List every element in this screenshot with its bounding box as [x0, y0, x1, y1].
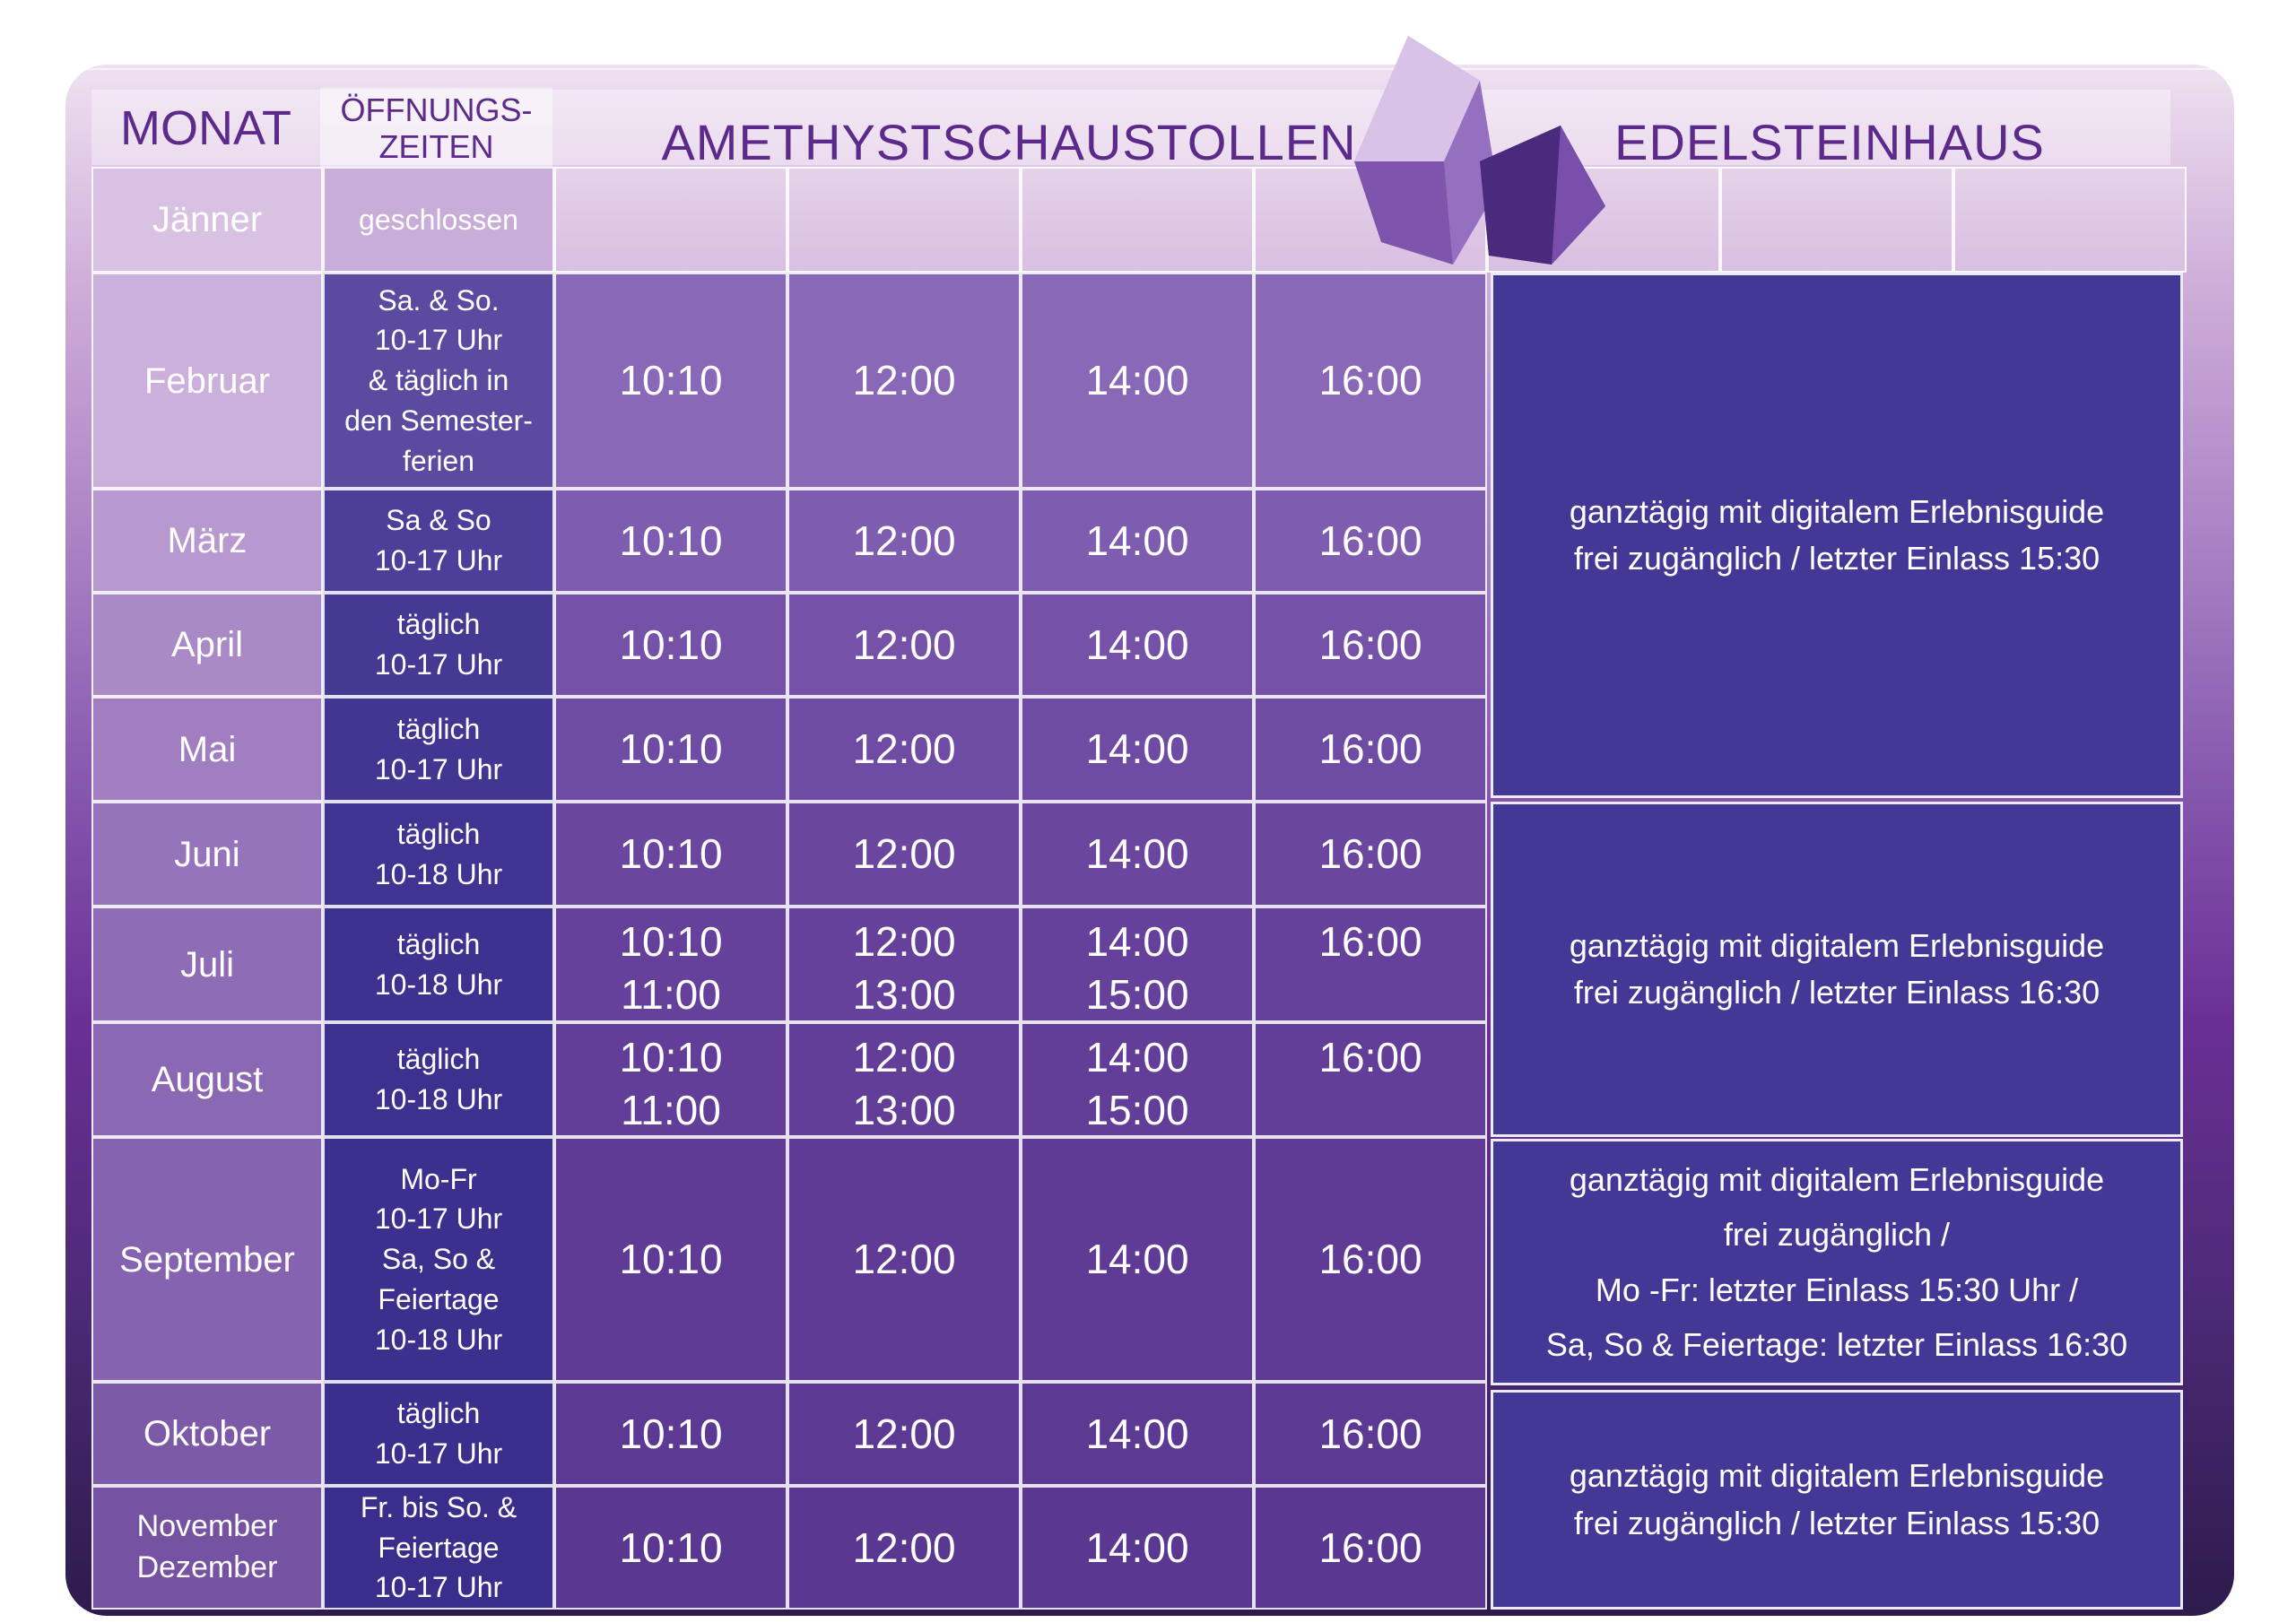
tour-time-cell [787, 802, 1021, 907]
tour-time-cell [1254, 1486, 1487, 1610]
tour-time-cell [1254, 1137, 1487, 1382]
tour-time-cell [1021, 1486, 1254, 1610]
month-cell [91, 1382, 323, 1486]
month-label: April [170, 625, 244, 664]
opening-hours-cell [323, 907, 554, 1022]
tour-time: 16:00 [1318, 830, 1422, 878]
tour-time-cell [787, 1137, 1021, 1382]
tour-time: 12:00 [852, 725, 956, 773]
tour-time-cell [787, 1022, 1021, 1137]
tour-time: 16:00 [1318, 1523, 1422, 1571]
opening-hours-cell [323, 1486, 554, 1610]
month-cell [91, 489, 323, 593]
month-label: Oktober [143, 1414, 272, 1454]
opening-hours-line: täglich [396, 608, 481, 641]
tour-time-cell [1021, 273, 1254, 489]
header-opening-hours [320, 88, 552, 169]
opening-hours-cell [323, 489, 554, 593]
tour-time-cell [554, 489, 787, 593]
tour-time-cell [787, 167, 1021, 273]
tour-time-cell [1254, 1382, 1487, 1486]
opening-hours-line: täglich [396, 712, 481, 745]
month-label: Juli [179, 944, 235, 985]
tour-time: 14:00 [1085, 725, 1189, 773]
tour-time-cell [554, 697, 787, 802]
opening-hours-cell [323, 697, 554, 802]
tour-time-cell [1021, 167, 1254, 273]
tour-time: 10:10 [619, 918, 723, 965]
opening-hours-line: 10-17 Uhr [374, 324, 503, 357]
month-label: Juni [174, 834, 240, 874]
opening-hours-line: Sa, So & [381, 1243, 496, 1276]
tour-time: 11:00 [621, 1086, 721, 1133]
tour-time-cell [1021, 1022, 1254, 1137]
tour-time: 10:10 [619, 516, 723, 564]
tour-time-cell [1254, 593, 1487, 697]
opening-hours-line: täglich [396, 1043, 481, 1076]
tour-time: 14:00 [1085, 1236, 1189, 1283]
month-cell [91, 273, 323, 489]
opening-hours-line: 10-18 Uhr [374, 968, 503, 1001]
header-month: MONAT [120, 101, 291, 155]
tour-time-cell [554, 167, 787, 273]
tour-time: 16:00 [1318, 1236, 1422, 1283]
tour-time: 16:00 [1318, 725, 1422, 773]
tour-time-cell [1254, 1022, 1487, 1137]
tour-time-cell [554, 1382, 787, 1486]
tour-time-cell [1021, 907, 1254, 1022]
opening-hours-line: geschlossen [359, 203, 518, 236]
tour-time-cell [554, 593, 787, 697]
header-hours-line2: ZEITEN [378, 128, 494, 165]
tour-time: 10:10 [619, 1410, 723, 1457]
tour-time-cell [787, 697, 1021, 802]
house-empty-cell [1720, 167, 1953, 273]
opening-hours-line: 10-17 Uhr [374, 1202, 503, 1236]
tour-time: 12:00 [852, 1410, 956, 1457]
opening-hours-line: 10-18 Uhr [374, 1323, 503, 1356]
month-label: März [167, 521, 248, 560]
header-hours-line1: ÖFFNUNGS- [340, 91, 533, 128]
opening-hours-line: den Semester- [344, 404, 533, 437]
tour-time-cell [787, 907, 1021, 1022]
tour-time: 10:10 [619, 1236, 723, 1283]
tour-time: 12:00 [852, 621, 956, 668]
tour-time: 14:00 [1085, 357, 1189, 404]
opening-hours-line: Sa & So [386, 504, 491, 537]
tour-time: 13:00 [852, 970, 956, 1018]
gem-house-info-box [1491, 1139, 2183, 1385]
opening-hours-line: 10-17 Uhr [374, 648, 503, 681]
tour-time: 10:10 [619, 357, 723, 404]
opening-hours-line: Sa. & So. [378, 283, 500, 317]
tour-time-cell [554, 907, 787, 1022]
gem-house-info-text: ganztägig mit digitalem Erlebnisguide frei zugänglich / letzter Einlass 15:30 [1569, 1457, 2105, 1541]
panel-top-line [72, 68, 2233, 70]
month-cell [91, 1486, 323, 1610]
month-cell [91, 593, 323, 697]
month-label: August [151, 1060, 264, 1099]
opening-hours-line: täglich [396, 927, 481, 960]
tour-time-cell [787, 489, 1021, 593]
gem-house-info-box [1491, 802, 2183, 1137]
tour-time: 15:00 [1085, 970, 1189, 1018]
opening-hours-cell [323, 1137, 554, 1382]
tour-time-cell [1021, 593, 1254, 697]
tour-time: 16:00 [1318, 1410, 1422, 1457]
tour-time: 12:00 [852, 1034, 956, 1081]
tour-time-cell [1021, 697, 1254, 802]
opening-hours-line: Feiertage [378, 1282, 500, 1315]
month-cell [91, 907, 323, 1022]
month-cell [91, 1022, 323, 1137]
tour-time: 16:00 [1318, 357, 1422, 404]
tour-time: 16:00 [1318, 516, 1422, 564]
month-label: Mai [178, 729, 237, 769]
tour-time-cell [1021, 1137, 1254, 1382]
month-label: Jänner [152, 200, 263, 239]
tour-time: 14:00 [1085, 830, 1189, 878]
tour-time: 12:00 [852, 1236, 956, 1283]
tour-time: 10:10 [619, 1523, 723, 1571]
tour-time-cell [554, 273, 787, 489]
header-amethyst-tunnel: AMETHYSTSCHAUSTOLLEN [661, 113, 1357, 170]
tour-time: 14:00 [1085, 516, 1189, 564]
tour-time-cell [554, 802, 787, 907]
tour-time: 10:10 [619, 1034, 723, 1081]
tour-time-cell [1021, 1382, 1254, 1486]
opening-hours-line: 10-17 Uhr [374, 1437, 503, 1470]
header-gem-house: EDELSTEINHAUS [1614, 113, 2045, 170]
tour-time: 16:00 [1318, 1034, 1422, 1081]
tour-time-cell [787, 593, 1021, 697]
tour-time: 12:00 [852, 918, 956, 965]
tour-time: 16:00 [1318, 621, 1422, 668]
month-cell [91, 167, 323, 273]
month-cell [91, 697, 323, 802]
month-cell [91, 802, 323, 907]
tour-time-cell [1254, 907, 1487, 1022]
gem-house-info-text: ganztägig mit digitalem Erlebnisguide frei zugänglich / letzter Einlass 16:30 [1569, 926, 2105, 1011]
tour-time: 16:00 [1318, 918, 1422, 965]
opening-hours-cell [323, 167, 554, 273]
tour-time-cell [554, 1022, 787, 1137]
month-label: November [136, 1509, 278, 1544]
gem-house-info-box [1491, 273, 2183, 798]
opening-hours-cell [323, 1382, 554, 1486]
tour-time: 12:00 [852, 516, 956, 564]
opening-hours-cell [323, 593, 554, 697]
tour-time: 10:10 [619, 725, 723, 773]
opening-hours-line: 10-18 Uhr [374, 1083, 503, 1115]
opening-hours-line: 10-17 Uhr [374, 544, 503, 577]
tour-time: 15:00 [1085, 1086, 1189, 1133]
tour-time: 12:00 [852, 1523, 956, 1571]
opening-hours-line: Feiertage [378, 1531, 500, 1564]
opening-hours-line: täglich [396, 1397, 481, 1430]
tour-time: 14:00 [1085, 1034, 1189, 1081]
tour-time-cell [1254, 489, 1487, 593]
tour-time-cell [787, 273, 1021, 489]
gem-house-info-text: ganztägig mit digitalem Erlebnisguide frei zugänglich / letzter Einlass 15:30 [1569, 492, 2105, 577]
month-label: September [119, 1239, 295, 1280]
opening-hours-line: & täglich in [368, 364, 509, 397]
tour-time: 12:00 [852, 357, 956, 404]
tour-time: 11:00 [621, 970, 721, 1018]
tour-time: 14:00 [1085, 1410, 1189, 1457]
tour-time-cell [1021, 802, 1254, 907]
tour-time: 14:00 [1085, 1523, 1189, 1571]
tour-time-cell [554, 1486, 787, 1610]
tour-time: 13:00 [852, 1086, 956, 1133]
opening-hours-cell [323, 1022, 554, 1137]
tour-time: 12:00 [852, 830, 956, 878]
opening-hours-line: 10-17 Uhr [374, 752, 503, 785]
tour-time-cell [787, 1486, 1021, 1610]
opening-hours-line: 10-18 Uhr [374, 857, 503, 890]
month-label: Dezember [136, 1550, 278, 1584]
month-cell [91, 1137, 323, 1382]
tour-time-cell [787, 1382, 1021, 1486]
tour-time-cell [554, 1137, 787, 1382]
tour-time: 14:00 [1085, 918, 1189, 965]
tour-time: 10:10 [619, 621, 723, 668]
opening-hours-line: ferien [402, 444, 475, 477]
house-empty-cell [1953, 167, 2187, 273]
opening-hours-line: täglich [396, 817, 481, 850]
tour-time: 14:00 [1085, 621, 1189, 668]
amethyst-crystal-icon [1345, 27, 1614, 269]
gem-house-info-box [1491, 1390, 2183, 1610]
opening-hours-line: Fr. bis So. & [360, 1490, 517, 1523]
month-label: Februar [144, 360, 271, 401]
gem-house-info-text: ganztägig mit digitalem Erlebnisguide frei zugänglich / Mo -Fr: letzter Einlass 15:30 Uhr / Sa, So & Feiertage: letzter Einlass 16:30 [1545, 1161, 2128, 1363]
tour-time-cell [1254, 697, 1487, 802]
tour-time: 10:10 [619, 830, 723, 878]
tour-time-cell [1021, 489, 1254, 593]
tour-time-cell [1254, 273, 1487, 489]
tour-time-cell [1254, 802, 1487, 907]
opening-hours-line: 10-17 Uhr [374, 1571, 503, 1604]
opening-hours-line: Mo-Fr [400, 1162, 477, 1195]
opening-hours-cell [323, 802, 554, 907]
opening-hours-cell [323, 273, 554, 489]
